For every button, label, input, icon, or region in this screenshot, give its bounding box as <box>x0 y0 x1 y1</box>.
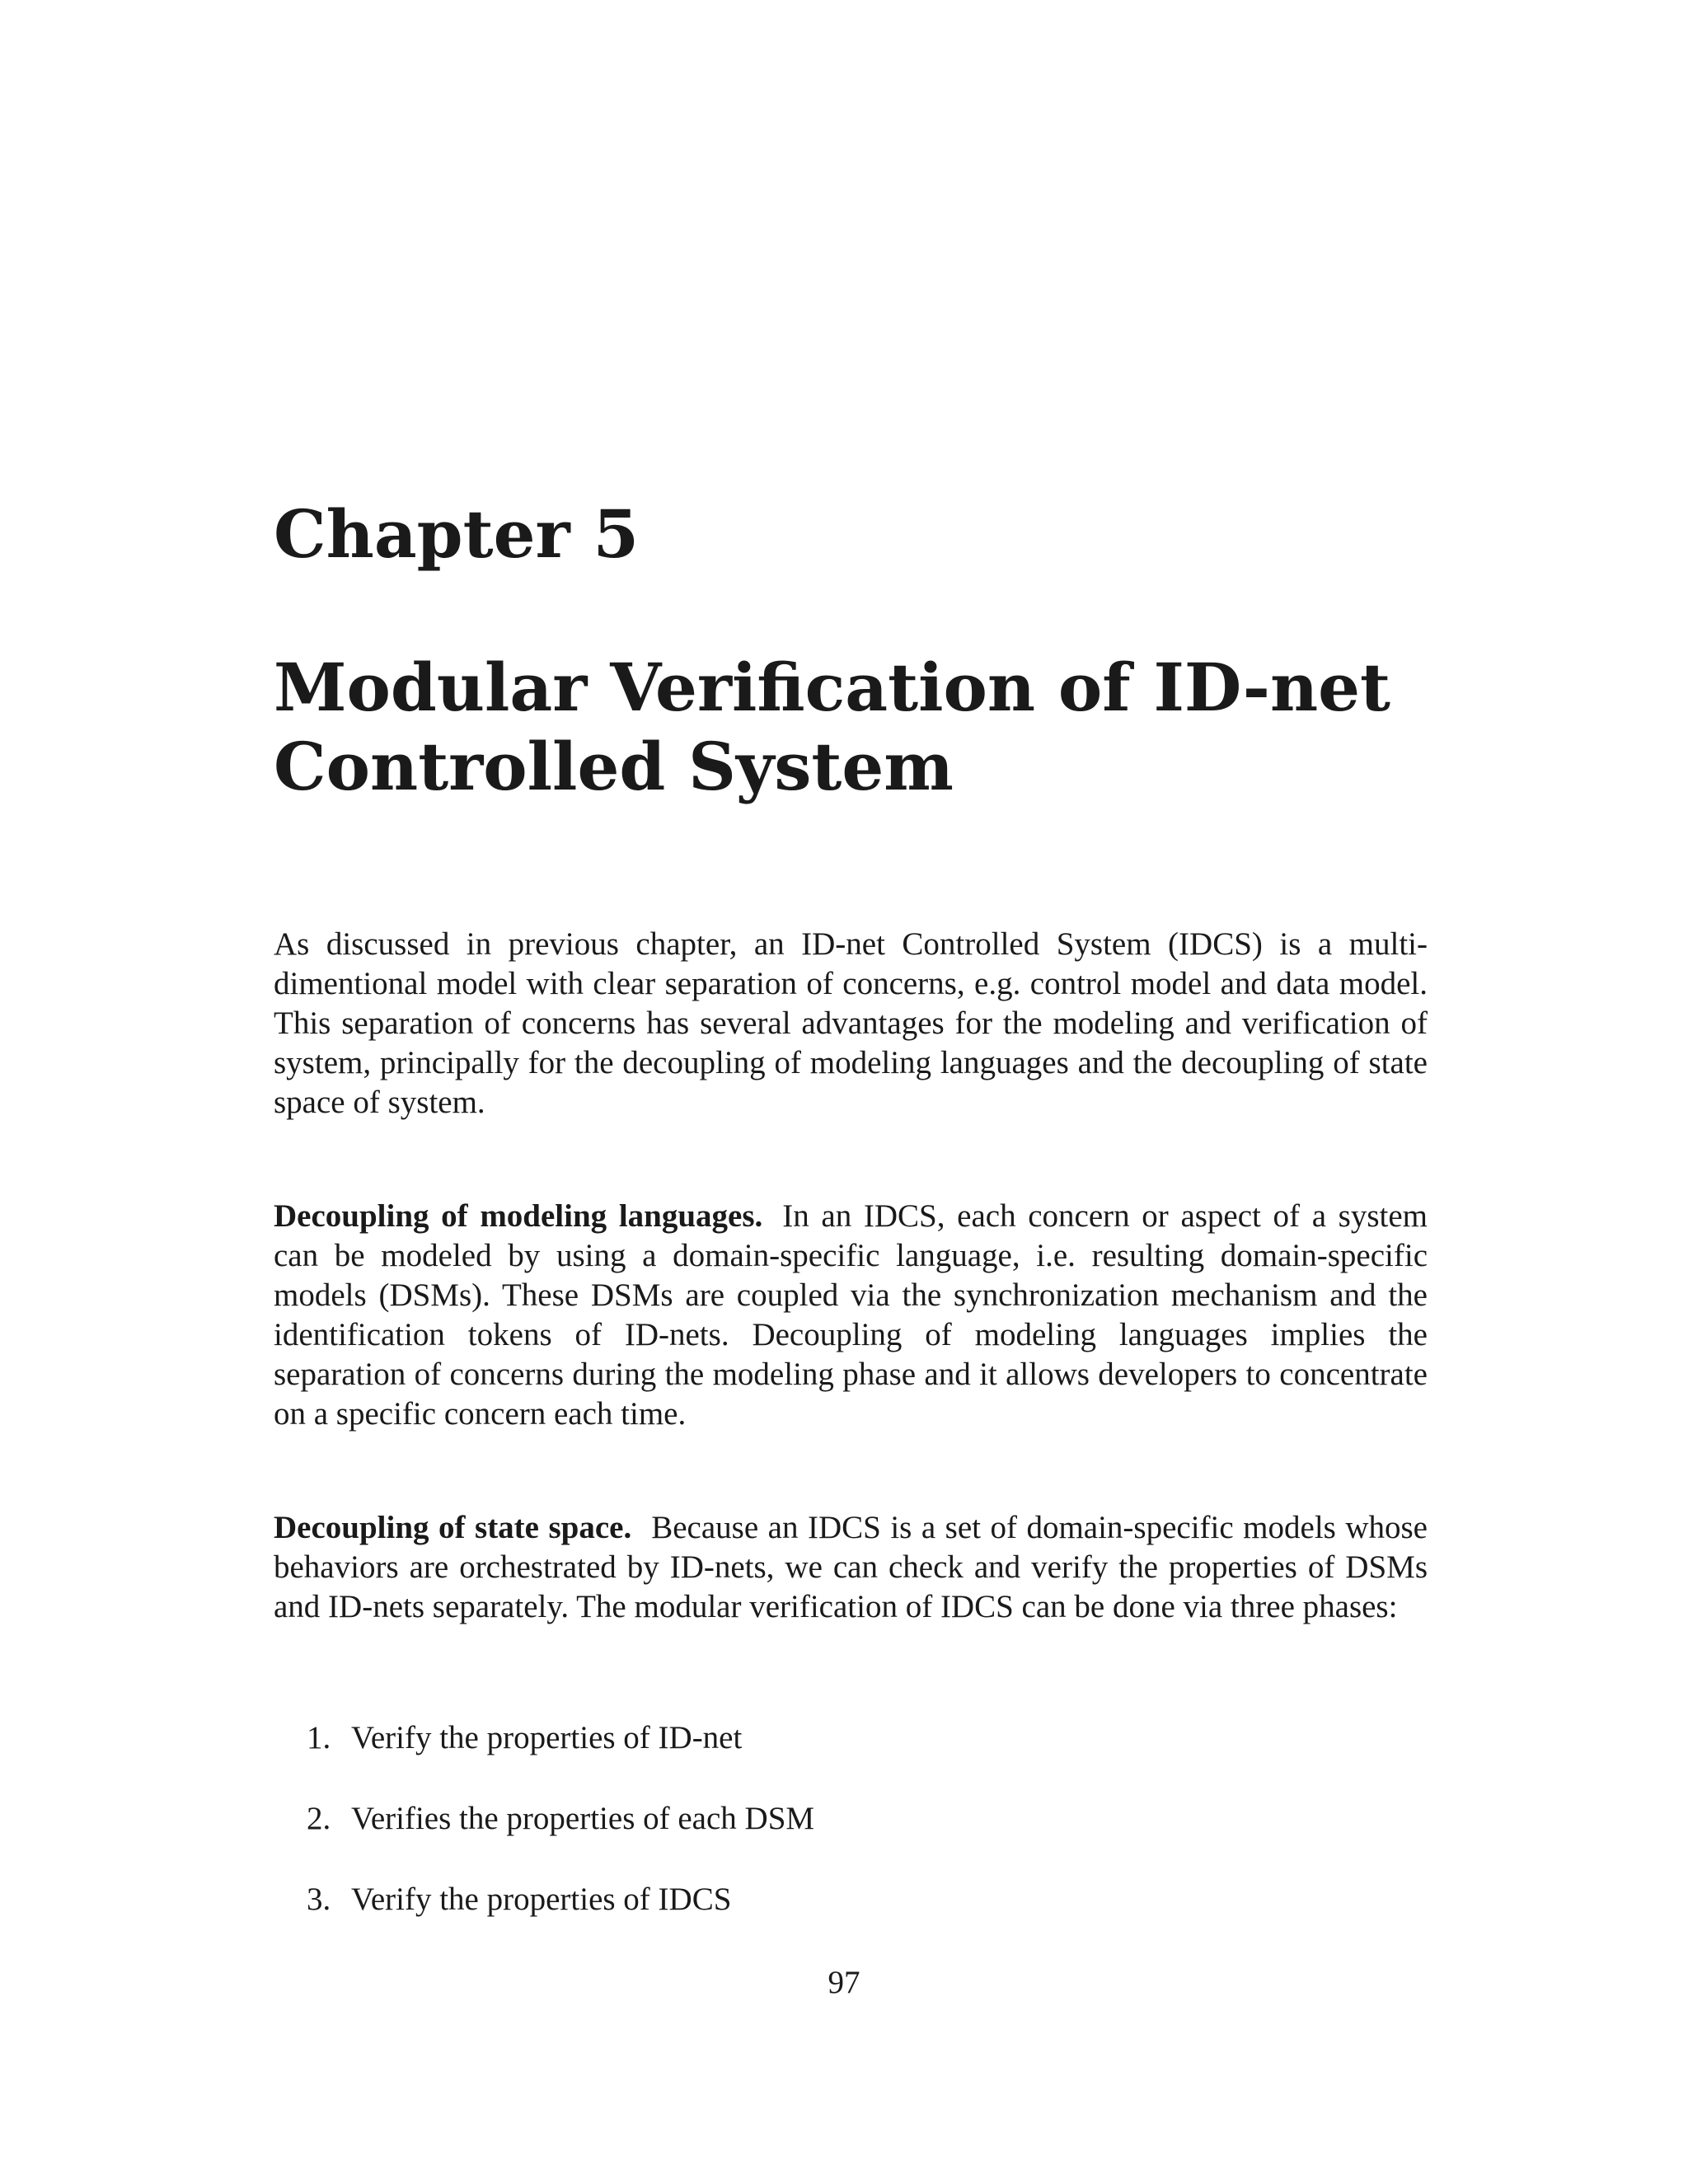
list-item-number: 2. <box>307 1801 331 1836</box>
languages-heading: Decoupling of modeling languages. <box>274 1198 763 1234</box>
list-item <box>307 1880 814 1919</box>
state-space-heading: Decoupling of state space. <box>274 1510 632 1545</box>
state-space-text: Because an IDCS is a set of domain-specific models whose behaviors are orchestrated by ID-nets, we can check and verify the properties of DSMs and ID-nets separately. The modular verification of IDCS can be done via three phases: <box>274 1510 1428 1624</box>
verification-phases-list <box>307 1718 814 1961</box>
page-number: 97 <box>828 1965 860 2000</box>
list-item <box>307 1799 814 1839</box>
list-item <box>307 1718 814 1758</box>
languages-paragraph <box>274 1197 1428 1434</box>
list-item-number: 1. <box>307 1720 331 1755</box>
languages-text: In an IDCS, each concern or aspect of a system can be modeled by using a domain-specific language, i.e. resulting domain-specific models (DSMs). These DSMs are coupled via the synchronization mechanism and the identification tokens of ID-nets. Decoupling of modeling languages implies the separation of concerns during the modeling phase and it allows developers to concentrate on a specific concern each time. <box>274 1198 1428 1432</box>
list-item-text: Verifies the properties of each DSM <box>351 1801 815 1836</box>
state-space-paragraph <box>274 1508 1428 1627</box>
list-item-text: Verify the properties of ID-net <box>351 1720 743 1755</box>
list-item-number: 3. <box>307 1882 331 1917</box>
list-item-text: Verify the properties of IDCS <box>351 1882 732 1917</box>
chapter-label: Chapter 5 <box>274 495 640 573</box>
chapter-title: Modular Verification of ID-net Controlled System <box>274 649 1390 805</box>
intro-paragraph: As discussed in previous chapter, an ID-net Controlled System (IDCS) is a multi-dimentional model with clear separation of concerns, e.g. control model and data model. This separation of concerns has several advantages for the modeling and verification of system, principally for the decoupling of modeling languages and the decoupling of state space of system. <box>274 926 1428 1120</box>
